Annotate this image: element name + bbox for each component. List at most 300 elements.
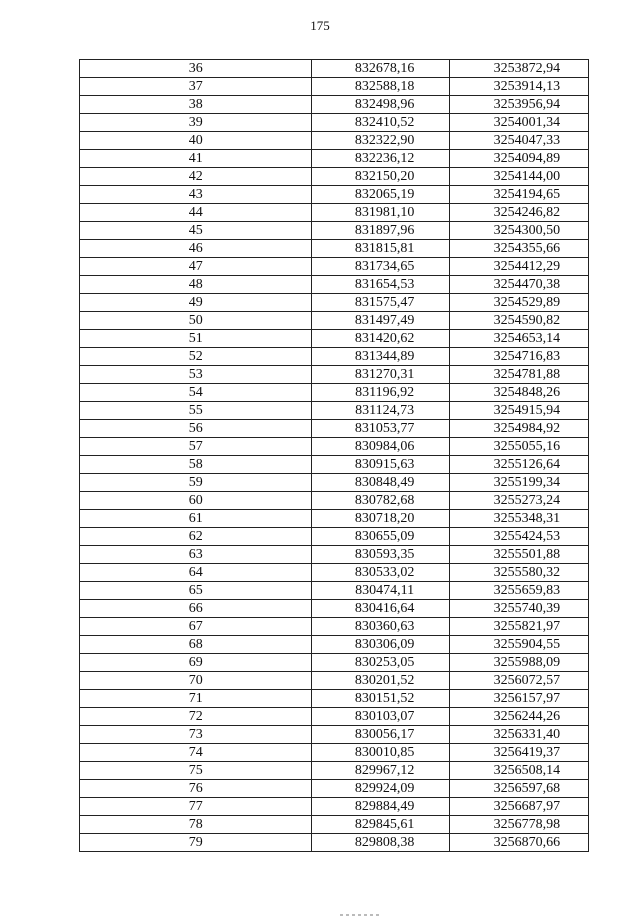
x-coordinate-cell bbox=[312, 762, 449, 780]
y-coordinate-text: 3255348,31 bbox=[493, 510, 561, 526]
y-coordinate-cell bbox=[449, 564, 588, 582]
x-coordinate-text: 829967,12 bbox=[354, 762, 415, 778]
point-number-cell bbox=[80, 312, 312, 330]
y-coordinate-text: 3256597,68 bbox=[493, 780, 561, 796]
table-row bbox=[80, 276, 589, 294]
point-number-cell bbox=[80, 186, 312, 204]
x-coordinate-text: 831344,89 bbox=[354, 348, 415, 364]
point-number-text: 78 bbox=[188, 816, 203, 832]
table-row bbox=[80, 492, 589, 510]
x-coordinate-text: 831270,31 bbox=[354, 366, 415, 382]
point-number-cell bbox=[80, 582, 312, 600]
y-coordinate-text: 3256508,14 bbox=[493, 762, 561, 778]
y-coordinate-cell bbox=[449, 366, 588, 384]
x-coordinate-text: 830056,17 bbox=[354, 726, 415, 742]
point-number-text: 46 bbox=[188, 240, 203, 256]
point-number-cell bbox=[80, 204, 312, 222]
y-coordinate-cell bbox=[449, 402, 588, 420]
point-number-text: 74 bbox=[188, 744, 203, 760]
point-number-cell bbox=[80, 780, 312, 798]
point-number-cell bbox=[80, 276, 312, 294]
table-row bbox=[80, 384, 589, 402]
x-coordinate-text: 830984,06 bbox=[354, 438, 415, 454]
table-row bbox=[80, 150, 589, 168]
y-coordinate-text: 3254653,14 bbox=[493, 330, 561, 346]
point-number-cell bbox=[80, 762, 312, 780]
table-row bbox=[80, 546, 589, 564]
point-number-cell bbox=[80, 438, 312, 456]
table-row bbox=[80, 294, 589, 312]
y-coordinate-cell bbox=[449, 834, 588, 852]
x-coordinate-cell bbox=[312, 114, 449, 132]
point-number-text: 63 bbox=[188, 546, 203, 562]
y-coordinate-text: 3254984,92 bbox=[493, 420, 561, 436]
y-coordinate-text: 3254781,88 bbox=[493, 366, 561, 382]
point-number-text: 72 bbox=[188, 708, 203, 724]
x-coordinate-cell bbox=[312, 438, 449, 456]
x-coordinate-text: 830655,09 bbox=[354, 528, 415, 544]
table-row bbox=[80, 330, 589, 348]
point-number-text: 71 bbox=[188, 690, 203, 706]
x-coordinate-cell bbox=[312, 798, 449, 816]
x-coordinate-text: 832322,90 bbox=[354, 132, 415, 148]
y-coordinate-text: 3255501,88 bbox=[493, 546, 561, 562]
table-row bbox=[80, 672, 589, 690]
point-number-text: 43 bbox=[188, 186, 203, 202]
y-coordinate-text: 3256870,66 bbox=[493, 834, 561, 850]
x-coordinate-text: 832678,16 bbox=[354, 60, 415, 76]
table-row bbox=[80, 132, 589, 150]
point-number-cell bbox=[80, 492, 312, 510]
y-coordinate-text: 3254412,29 bbox=[493, 258, 561, 274]
point-number-cell bbox=[80, 114, 312, 132]
x-coordinate-cell bbox=[312, 150, 449, 168]
point-number-cell bbox=[80, 474, 312, 492]
x-coordinate-text: 832588,18 bbox=[354, 78, 415, 94]
point-number-text: 77 bbox=[188, 798, 203, 814]
x-coordinate-text: 830010,85 bbox=[354, 744, 415, 760]
x-coordinate-cell bbox=[312, 96, 449, 114]
table-row bbox=[80, 186, 589, 204]
point-number-text: 69 bbox=[188, 654, 203, 670]
table-row bbox=[80, 654, 589, 672]
point-number-text: 79 bbox=[188, 834, 203, 850]
y-coordinate-text: 3254047,33 bbox=[493, 132, 561, 148]
x-coordinate-cell bbox=[312, 528, 449, 546]
x-coordinate-cell bbox=[312, 186, 449, 204]
table-row bbox=[80, 114, 589, 132]
y-coordinate-cell bbox=[449, 816, 588, 834]
x-coordinate-cell bbox=[312, 564, 449, 582]
point-number-text: 73 bbox=[188, 726, 203, 742]
table-row bbox=[80, 510, 589, 528]
point-number-text: 70 bbox=[188, 672, 203, 688]
x-coordinate-text: 830306,09 bbox=[354, 636, 415, 652]
y-coordinate-cell bbox=[449, 186, 588, 204]
point-number-text: 36 bbox=[188, 60, 203, 76]
y-coordinate-cell bbox=[449, 618, 588, 636]
y-coordinate-text: 3256419,37 bbox=[493, 744, 561, 760]
point-number-cell bbox=[80, 528, 312, 546]
point-number-text: 48 bbox=[188, 276, 203, 292]
x-coordinate-text: 831897,96 bbox=[354, 222, 415, 238]
table-row bbox=[80, 564, 589, 582]
point-number-text: 62 bbox=[188, 528, 203, 544]
table-row bbox=[80, 708, 589, 726]
point-number-text: 58 bbox=[188, 456, 203, 472]
point-number-text: 68 bbox=[188, 636, 203, 652]
point-number-cell bbox=[80, 402, 312, 420]
x-coordinate-text: 831124,73 bbox=[355, 402, 415, 418]
table-row bbox=[80, 582, 589, 600]
x-coordinate-cell bbox=[312, 402, 449, 420]
x-coordinate-text: 830416,64 bbox=[354, 600, 415, 616]
x-coordinate-cell bbox=[312, 258, 449, 276]
y-coordinate-text: 3255740,39 bbox=[493, 600, 561, 616]
point-number-text: 66 bbox=[188, 600, 203, 616]
point-number-text: 76 bbox=[188, 780, 203, 796]
y-coordinate-cell bbox=[449, 294, 588, 312]
y-coordinate-cell bbox=[449, 744, 588, 762]
y-coordinate-cell bbox=[449, 474, 588, 492]
x-coordinate-text: 832498,96 bbox=[354, 96, 415, 112]
point-number-cell bbox=[80, 708, 312, 726]
y-coordinate-cell bbox=[449, 60, 588, 78]
point-number-text: 55 bbox=[188, 402, 203, 418]
y-coordinate-text: 3256072,57 bbox=[493, 672, 561, 688]
x-coordinate-cell bbox=[312, 492, 449, 510]
x-coordinate-cell bbox=[312, 204, 449, 222]
point-number-text: 65 bbox=[188, 582, 203, 598]
y-coordinate-cell bbox=[449, 222, 588, 240]
x-coordinate-cell bbox=[312, 330, 449, 348]
point-number-text: 50 bbox=[188, 312, 203, 328]
x-coordinate-cell bbox=[312, 510, 449, 528]
y-coordinate-cell bbox=[449, 672, 588, 690]
y-coordinate-cell bbox=[449, 600, 588, 618]
y-coordinate-cell bbox=[449, 168, 588, 186]
table-row bbox=[80, 60, 589, 78]
point-number-cell bbox=[80, 456, 312, 474]
point-number-cell bbox=[80, 420, 312, 438]
y-coordinate-text: 3255424,53 bbox=[493, 528, 561, 544]
x-coordinate-cell bbox=[312, 78, 449, 96]
x-coordinate-text: 831734,65 bbox=[354, 258, 415, 274]
y-coordinate-cell bbox=[449, 150, 588, 168]
y-coordinate-text: 3253956,94 bbox=[493, 96, 561, 112]
y-coordinate-text: 3256157,97 bbox=[493, 690, 561, 706]
point-number-text: 52 bbox=[188, 348, 203, 364]
x-coordinate-text: 829845,61 bbox=[354, 816, 415, 832]
x-coordinate-cell bbox=[312, 294, 449, 312]
y-coordinate-cell bbox=[449, 204, 588, 222]
x-coordinate-cell bbox=[312, 240, 449, 258]
x-coordinate-cell bbox=[312, 636, 449, 654]
x-coordinate-cell bbox=[312, 456, 449, 474]
point-number-cell bbox=[80, 240, 312, 258]
point-number-text: 59 bbox=[188, 474, 203, 490]
table-row bbox=[80, 240, 589, 258]
point-number-cell bbox=[80, 222, 312, 240]
point-number-cell bbox=[80, 132, 312, 150]
x-coordinate-cell bbox=[312, 420, 449, 438]
x-coordinate-cell bbox=[312, 690, 449, 708]
table-row bbox=[80, 474, 589, 492]
table-row bbox=[80, 600, 589, 618]
x-coordinate-text: 829884,49 bbox=[354, 798, 415, 814]
point-number-cell bbox=[80, 798, 312, 816]
x-coordinate-text: 832150,20 bbox=[354, 168, 415, 184]
y-coordinate-cell bbox=[449, 636, 588, 654]
table-row bbox=[80, 420, 589, 438]
x-coordinate-cell bbox=[312, 168, 449, 186]
y-coordinate-text: 3255055,16 bbox=[493, 438, 561, 454]
table-row bbox=[80, 168, 589, 186]
x-coordinate-text: 830360,63 bbox=[354, 618, 415, 634]
y-coordinate-text: 3254194,65 bbox=[493, 186, 561, 202]
y-coordinate-cell bbox=[449, 690, 588, 708]
x-coordinate-cell bbox=[312, 708, 449, 726]
y-coordinate-text: 3256687,97 bbox=[493, 798, 561, 814]
point-number-text: 40 bbox=[188, 132, 203, 148]
x-coordinate-cell bbox=[312, 816, 449, 834]
x-coordinate-cell bbox=[312, 672, 449, 690]
y-coordinate-text: 3256778,98 bbox=[493, 816, 561, 832]
y-coordinate-cell bbox=[449, 726, 588, 744]
x-coordinate-text: 831575,47 bbox=[354, 294, 415, 310]
y-coordinate-cell bbox=[449, 456, 588, 474]
x-coordinate-cell bbox=[312, 276, 449, 294]
table-row bbox=[80, 636, 589, 654]
x-coordinate-text: 831815,81 bbox=[354, 240, 415, 256]
point-number-text: 45 bbox=[188, 222, 203, 238]
y-coordinate-text: 3253872,94 bbox=[493, 60, 561, 76]
point-number-cell bbox=[80, 96, 312, 114]
x-coordinate-cell bbox=[312, 366, 449, 384]
point-number-cell bbox=[80, 78, 312, 96]
x-coordinate-cell bbox=[312, 384, 449, 402]
point-number-cell bbox=[80, 618, 312, 636]
point-number-cell bbox=[80, 60, 312, 78]
y-coordinate-text: 3255273,24 bbox=[493, 492, 561, 508]
point-number-cell bbox=[80, 366, 312, 384]
x-coordinate-cell bbox=[312, 744, 449, 762]
y-coordinate-text: 3253914,13 bbox=[493, 78, 561, 94]
x-coordinate-text: 831196,92 bbox=[355, 384, 415, 400]
table-row bbox=[80, 726, 589, 744]
point-number-text: 41 bbox=[188, 150, 203, 166]
coordinates-table-body bbox=[80, 60, 589, 852]
point-number-cell bbox=[80, 564, 312, 582]
table-row bbox=[80, 204, 589, 222]
x-coordinate-cell bbox=[312, 780, 449, 798]
y-coordinate-cell bbox=[449, 654, 588, 672]
y-coordinate-cell bbox=[449, 510, 588, 528]
y-coordinate-cell bbox=[449, 546, 588, 564]
y-coordinate-cell bbox=[449, 276, 588, 294]
point-number-cell bbox=[80, 636, 312, 654]
y-coordinate-cell bbox=[449, 258, 588, 276]
y-coordinate-text: 3254355,66 bbox=[493, 240, 561, 256]
y-coordinate-cell bbox=[449, 78, 588, 96]
x-coordinate-text: 830915,63 bbox=[354, 456, 415, 472]
point-number-cell bbox=[80, 690, 312, 708]
table-row bbox=[80, 78, 589, 96]
point-number-cell bbox=[80, 726, 312, 744]
coordinates-table bbox=[79, 59, 589, 852]
y-coordinate-cell bbox=[449, 384, 588, 402]
y-coordinate-cell bbox=[449, 420, 588, 438]
y-coordinate-cell bbox=[449, 708, 588, 726]
point-number-text: 57 bbox=[188, 438, 203, 454]
point-number-text: 67 bbox=[188, 618, 203, 634]
x-coordinate-text: 831420,62 bbox=[354, 330, 415, 346]
y-coordinate-text: 3255126,64 bbox=[493, 456, 561, 472]
y-coordinate-cell bbox=[449, 348, 588, 366]
point-number-cell bbox=[80, 510, 312, 528]
point-number-text: 49 bbox=[188, 294, 203, 310]
y-coordinate-cell bbox=[449, 492, 588, 510]
x-coordinate-cell bbox=[312, 600, 449, 618]
y-coordinate-cell bbox=[449, 240, 588, 258]
point-number-text: 75 bbox=[188, 762, 203, 778]
y-coordinate-text: 3255580,32 bbox=[493, 564, 561, 580]
x-coordinate-text: 830848,49 bbox=[354, 474, 415, 490]
y-coordinate-cell bbox=[449, 798, 588, 816]
point-number-text: 61 bbox=[188, 510, 203, 526]
y-coordinate-text: 3256244,26 bbox=[493, 708, 561, 724]
table-row bbox=[80, 618, 589, 636]
x-coordinate-text: 829924,09 bbox=[354, 780, 415, 796]
y-coordinate-text: 3254915,94 bbox=[493, 402, 561, 418]
x-coordinate-cell bbox=[312, 474, 449, 492]
point-number-text: 60 bbox=[188, 492, 203, 508]
x-coordinate-text: 829808,38 bbox=[354, 834, 415, 850]
point-number-cell bbox=[80, 294, 312, 312]
point-number-text: 42 bbox=[188, 168, 203, 184]
x-coordinate-cell bbox=[312, 726, 449, 744]
x-coordinate-cell bbox=[312, 348, 449, 366]
table-row bbox=[80, 348, 589, 366]
y-coordinate-cell bbox=[449, 582, 588, 600]
y-coordinate-text: 3255821,97 bbox=[493, 618, 561, 634]
x-coordinate-text: 831497,49 bbox=[354, 312, 415, 328]
table-row bbox=[80, 528, 589, 546]
table-row bbox=[80, 834, 589, 852]
y-coordinate-cell bbox=[449, 762, 588, 780]
y-coordinate-cell bbox=[449, 438, 588, 456]
x-coordinate-text: 830533,02 bbox=[354, 564, 415, 580]
table-row bbox=[80, 438, 589, 456]
y-coordinate-text: 3254470,38 bbox=[493, 276, 561, 292]
y-coordinate-cell bbox=[449, 96, 588, 114]
x-coordinate-text: 830474,11 bbox=[355, 582, 415, 598]
x-coordinate-cell bbox=[312, 312, 449, 330]
y-coordinate-cell bbox=[449, 114, 588, 132]
point-number-cell bbox=[80, 744, 312, 762]
x-coordinate-text: 830782,68 bbox=[354, 492, 415, 508]
x-coordinate-cell bbox=[312, 546, 449, 564]
x-coordinate-text: 830253,05 bbox=[354, 654, 415, 670]
table-row bbox=[80, 96, 589, 114]
y-coordinate-text: 3254529,89 bbox=[493, 294, 561, 310]
y-coordinate-text: 3256331,40 bbox=[493, 726, 561, 742]
x-coordinate-text: 831981,10 bbox=[354, 204, 415, 220]
point-number-text: 64 bbox=[188, 564, 203, 580]
table-row bbox=[80, 312, 589, 330]
y-coordinate-text: 3255199,34 bbox=[493, 474, 561, 490]
y-coordinate-text: 3254848,26 bbox=[493, 384, 561, 400]
point-number-cell bbox=[80, 168, 312, 186]
y-coordinate-text: 3254590,82 bbox=[493, 312, 561, 328]
point-number-cell bbox=[80, 258, 312, 276]
page-number: 175 bbox=[310, 18, 330, 33]
y-coordinate-cell bbox=[449, 528, 588, 546]
y-coordinate-cell bbox=[449, 330, 588, 348]
point-number-cell bbox=[80, 330, 312, 348]
point-number-text: 44 bbox=[188, 204, 203, 220]
x-coordinate-text: 830593,35 bbox=[354, 546, 415, 562]
point-number-cell bbox=[80, 384, 312, 402]
point-number-cell bbox=[80, 150, 312, 168]
y-coordinate-text: 3255988,09 bbox=[493, 654, 561, 670]
point-number-text: 37 bbox=[188, 78, 203, 94]
y-coordinate-text: 3254300,50 bbox=[493, 222, 561, 238]
table-row bbox=[80, 780, 589, 798]
table-row bbox=[80, 258, 589, 276]
x-coordinate-text: 832236,12 bbox=[354, 150, 415, 166]
point-number-cell bbox=[80, 816, 312, 834]
table-row bbox=[80, 402, 589, 420]
y-coordinate-cell bbox=[449, 780, 588, 798]
y-coordinate-cell bbox=[449, 312, 588, 330]
point-number-text: 51 bbox=[188, 330, 203, 346]
point-number-cell bbox=[80, 600, 312, 618]
point-number-text: 54 bbox=[188, 384, 203, 400]
point-number-text: 38 bbox=[188, 96, 203, 112]
x-coordinate-cell bbox=[312, 618, 449, 636]
x-coordinate-cell bbox=[312, 654, 449, 672]
y-coordinate-text: 3254246,82 bbox=[493, 204, 561, 220]
x-coordinate-text: 830151,52 bbox=[354, 690, 415, 706]
point-number-text: 39 bbox=[188, 114, 203, 130]
point-number-cell bbox=[80, 654, 312, 672]
x-coordinate-text: 831053,77 bbox=[354, 420, 415, 436]
point-number-cell bbox=[80, 672, 312, 690]
point-number-text: 56 bbox=[188, 420, 203, 436]
y-coordinate-cell bbox=[449, 132, 588, 150]
x-coordinate-text: 830103,07 bbox=[354, 708, 415, 724]
x-coordinate-cell bbox=[312, 222, 449, 240]
table-row bbox=[80, 456, 589, 474]
y-coordinate-text: 3254001,34 bbox=[493, 114, 561, 130]
table-row bbox=[80, 366, 589, 384]
x-coordinate-text: 832065,19 bbox=[354, 186, 415, 202]
y-coordinate-text: 3255659,83 bbox=[493, 582, 561, 598]
point-number-cell bbox=[80, 348, 312, 366]
x-coordinate-text: 831654,53 bbox=[354, 276, 415, 292]
x-coordinate-cell bbox=[312, 834, 449, 852]
point-number-text: 47 bbox=[188, 258, 203, 274]
x-coordinate-cell bbox=[312, 132, 449, 150]
y-coordinate-text: 3255904,55 bbox=[493, 636, 561, 652]
x-coordinate-text: 830718,20 bbox=[354, 510, 415, 526]
x-coordinate-cell bbox=[312, 582, 449, 600]
scan-footer-mark bbox=[340, 914, 380, 916]
x-coordinate-text: 832410,52 bbox=[354, 114, 415, 130]
table-row bbox=[80, 798, 589, 816]
table-row bbox=[80, 690, 589, 708]
